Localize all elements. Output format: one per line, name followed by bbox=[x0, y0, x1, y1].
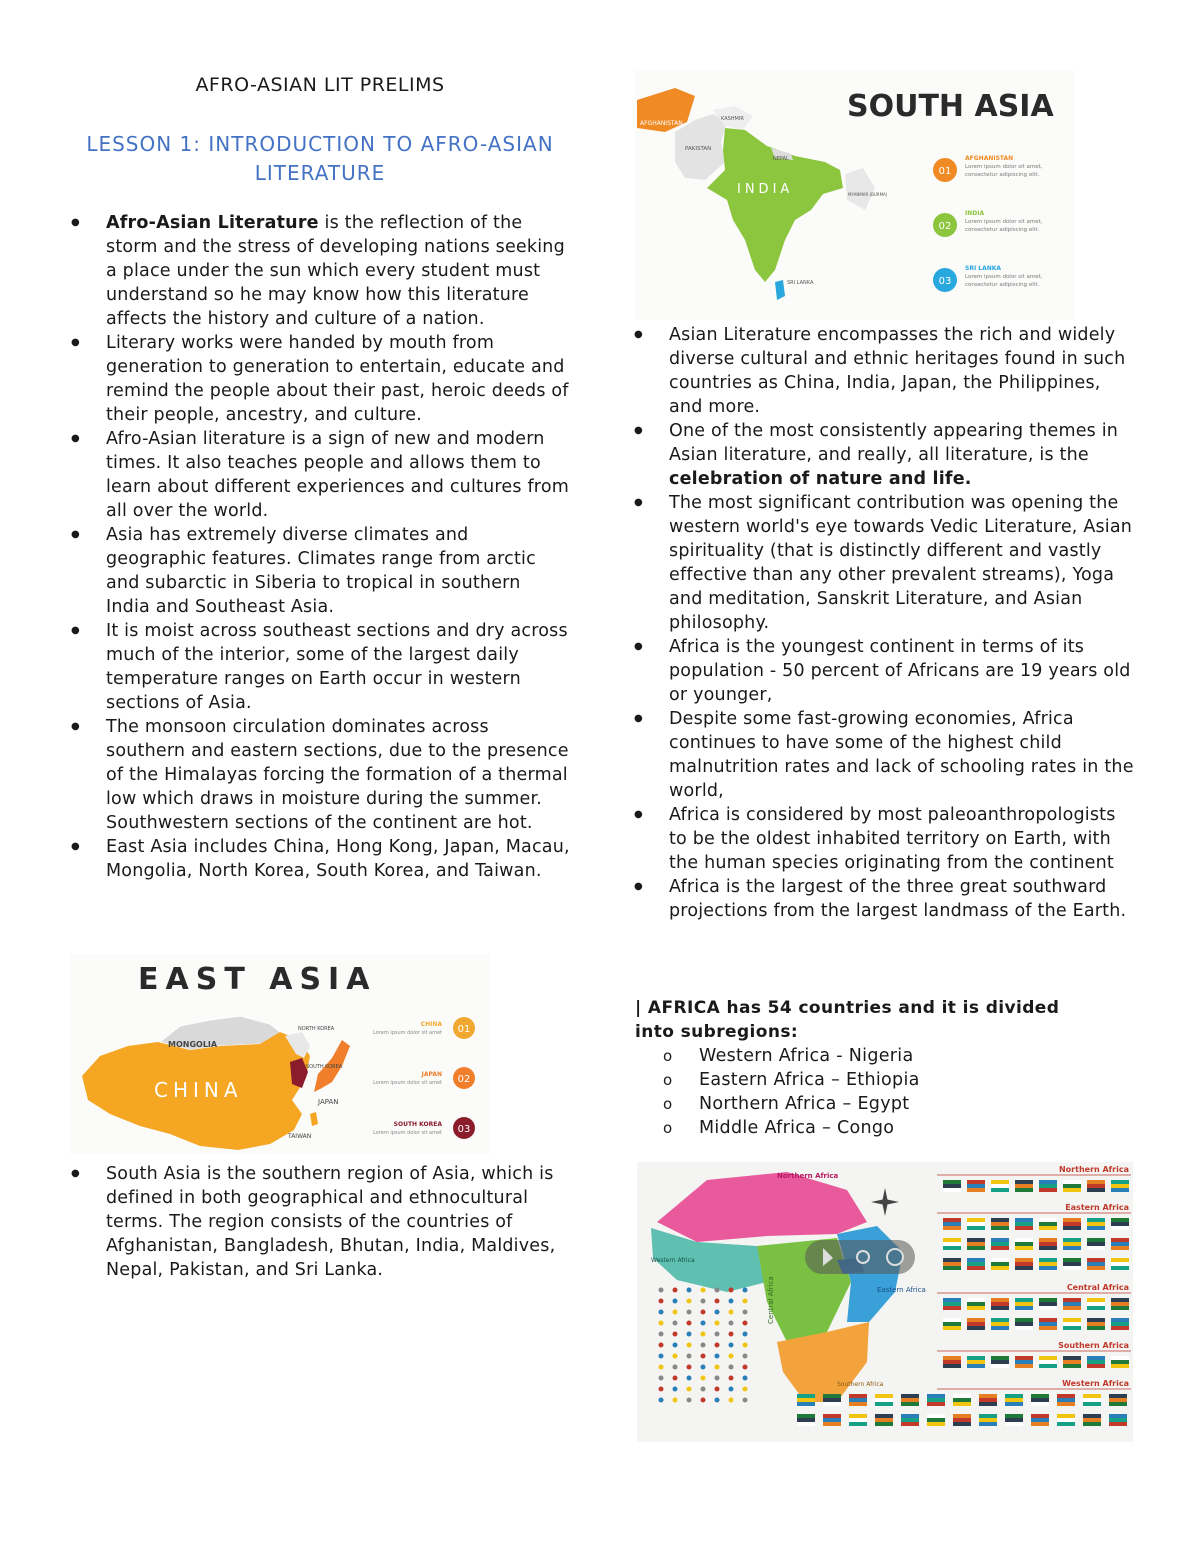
flag-icon bbox=[797, 1394, 815, 1406]
map-symbol bbox=[673, 1365, 678, 1370]
flag-icon bbox=[953, 1414, 971, 1426]
flag-icon bbox=[1015, 1218, 1033, 1230]
bullet-text: Asia has extremely diverse climates and geographic features. Climates range from arctic and subarctic in Siberia to tropical in southern India and Southeast Asia. bbox=[106, 525, 536, 617]
video-control-overlay[interactable] bbox=[805, 1240, 915, 1274]
flag-icon bbox=[1063, 1180, 1081, 1192]
map-symbol bbox=[673, 1387, 678, 1392]
map-symbol bbox=[715, 1288, 720, 1293]
flag-icon bbox=[967, 1356, 985, 1368]
map-label-south-korea: SOUTH KOREA bbox=[306, 1064, 343, 1070]
legend-name: JAPAN bbox=[421, 1071, 442, 1078]
flag-icon bbox=[849, 1394, 867, 1406]
map-symbol bbox=[729, 1343, 734, 1348]
subregion-item: o Northern Africa – Egypt bbox=[633, 1092, 1133, 1116]
map-symbol bbox=[729, 1310, 734, 1315]
flag-icon bbox=[1063, 1218, 1081, 1230]
legend-name: SOUTH KOREA bbox=[393, 1121, 442, 1128]
map-symbol bbox=[659, 1288, 664, 1293]
bullet-text: Literary works were handed by mouth from generation to generation to entertain, educate and remind the people about their past, heroic deeds of their people, ancestry, and culture. bbox=[106, 333, 569, 425]
legend-number: 01 bbox=[938, 166, 952, 177]
bullet-item bbox=[70, 1162, 570, 1282]
flag-icon bbox=[1111, 1218, 1129, 1230]
document-title: AFRO-ASIAN LIT PRELIMS bbox=[195, 74, 445, 96]
legend-text: Lorem ipsum dolor sit amet, bbox=[965, 219, 1043, 225]
map-symbol bbox=[687, 1299, 692, 1304]
bullet-item bbox=[70, 427, 570, 523]
flag-icon bbox=[967, 1218, 985, 1230]
flag-icon bbox=[927, 1394, 945, 1406]
map-symbol bbox=[715, 1398, 720, 1403]
map-label-mongolia: MONGOLIA bbox=[168, 1040, 218, 1049]
subregion-item: o Western Africa - Nigeria bbox=[633, 1044, 1133, 1068]
flag-icon bbox=[967, 1298, 985, 1310]
bullet-item bbox=[633, 635, 1138, 707]
flag-icon bbox=[967, 1180, 985, 1192]
map-label-north-korea: NORTH KOREA bbox=[298, 1026, 335, 1032]
map-symbol bbox=[701, 1299, 706, 1304]
map-symbol bbox=[715, 1387, 720, 1392]
map-symbol bbox=[701, 1310, 706, 1315]
flag-icon bbox=[943, 1258, 961, 1270]
map-symbol bbox=[659, 1299, 664, 1304]
flag-icon bbox=[991, 1238, 1009, 1250]
map-symbol bbox=[715, 1376, 720, 1381]
legend-number: 02 bbox=[938, 221, 952, 232]
map-symbol bbox=[729, 1354, 734, 1359]
flag-icon bbox=[979, 1394, 997, 1406]
map-symbol bbox=[729, 1376, 734, 1381]
legend-number: 02 bbox=[457, 1074, 471, 1085]
legend-header: Eastern Africa bbox=[1065, 1203, 1129, 1212]
flag-icon bbox=[1015, 1180, 1033, 1192]
bullet-item bbox=[70, 211, 570, 331]
bullet-text: Africa is the youngest continent in terms of its population - 50 percent of Africans are 19 years old or younger, bbox=[669, 637, 1131, 705]
map-symbol bbox=[715, 1332, 720, 1337]
map-symbol bbox=[701, 1343, 706, 1348]
bullet-item bbox=[70, 715, 570, 835]
bullet-text: Despite some fast-growing economies, Africa continues to have some of the highest child malnutrition rates and lack of schooling rates in the world, bbox=[669, 709, 1134, 801]
flag-icon bbox=[1083, 1394, 1101, 1406]
map-symbol bbox=[701, 1398, 706, 1403]
flag-icon bbox=[967, 1258, 985, 1270]
map-label-pakistan: PAKISTAN bbox=[685, 146, 712, 152]
south-asia-map-title: SOUTH ASIA bbox=[847, 89, 1054, 124]
map-label-western-africa: Western Africa bbox=[651, 1257, 695, 1264]
map-symbol bbox=[673, 1332, 678, 1337]
map-symbol bbox=[659, 1343, 664, 1348]
flag-icon bbox=[967, 1238, 985, 1250]
flag-icon bbox=[1039, 1180, 1057, 1192]
flag-icon bbox=[1087, 1298, 1105, 1310]
flag-icon bbox=[1063, 1258, 1081, 1270]
south-asia-map-graphic bbox=[635, 70, 1075, 320]
legend-text: Lorem ipsum dolor sit amet bbox=[373, 1080, 442, 1086]
bullet-item bbox=[633, 707, 1138, 803]
map-symbol bbox=[701, 1365, 706, 1370]
flag-icon bbox=[1111, 1298, 1129, 1310]
map-symbol bbox=[687, 1310, 692, 1315]
africa-map-graphic bbox=[637, 1162, 1133, 1442]
legend-header: Southern Africa bbox=[1058, 1341, 1129, 1350]
legend-number: 03 bbox=[457, 1124, 471, 1135]
flag-icon bbox=[943, 1218, 961, 1230]
legend-text: Lorem ipsum dolor sit amet bbox=[373, 1030, 442, 1036]
flag-icon bbox=[797, 1414, 815, 1426]
flag-icon bbox=[1087, 1318, 1105, 1330]
flag-icon bbox=[1005, 1394, 1023, 1406]
flag-icon bbox=[943, 1318, 961, 1330]
map-symbol bbox=[729, 1288, 734, 1293]
africa-heading: | AFRICA has 54 countries and it is divided into subregions: bbox=[635, 998, 1060, 1042]
map-symbol bbox=[687, 1343, 692, 1348]
bullet-text: East Asia includes China, Hong Kong, Japan, Macau, Mongolia, North Korea, South Korea, and Taiwan. bbox=[106, 837, 570, 881]
map-symbol bbox=[673, 1299, 678, 1304]
map-symbol bbox=[743, 1376, 748, 1381]
map-label-japan: JAPAN bbox=[318, 1098, 339, 1106]
bullet-item bbox=[70, 331, 570, 427]
map-symbol bbox=[701, 1321, 706, 1326]
lesson-heading-line2: LITERATURE bbox=[254, 161, 386, 185]
flag-icon bbox=[943, 1180, 961, 1192]
map-label-india: INDIA bbox=[737, 182, 794, 197]
legend-name: SRI LANKA bbox=[965, 265, 1002, 272]
legend-text: consectetur adipiscing elit. bbox=[965, 227, 1040, 233]
bullet-item bbox=[70, 619, 570, 715]
flag-icon bbox=[1031, 1414, 1049, 1426]
flag-icon bbox=[1015, 1298, 1033, 1310]
flag-icon bbox=[1063, 1318, 1081, 1330]
africa-subregion-list bbox=[633, 1044, 1133, 1140]
map-symbol bbox=[659, 1321, 664, 1326]
map-symbol bbox=[715, 1299, 720, 1304]
map-symbol bbox=[729, 1299, 734, 1304]
map-symbol bbox=[673, 1288, 678, 1293]
map-symbol bbox=[659, 1387, 664, 1392]
bullet-item bbox=[70, 523, 570, 619]
flag-icon bbox=[1111, 1258, 1129, 1270]
legend-number: 01 bbox=[457, 1024, 471, 1035]
legend-name: CHINA bbox=[420, 1021, 442, 1028]
flag-icon bbox=[1015, 1318, 1033, 1330]
flag-icon bbox=[1087, 1218, 1105, 1230]
south-asia-map bbox=[635, 70, 1075, 320]
map-symbol bbox=[715, 1321, 720, 1326]
flag-icon bbox=[1111, 1238, 1129, 1250]
flag-icon bbox=[875, 1414, 893, 1426]
map-symbol bbox=[687, 1288, 692, 1293]
legend-text: Lorem ipsum dolor sit amet, bbox=[965, 274, 1043, 280]
map-symbol bbox=[673, 1343, 678, 1348]
flag-icon bbox=[823, 1394, 841, 1406]
bullet-text: One of the most consistently appearing themes in Asian literature, and really, all literature, is the bbox=[669, 421, 1119, 465]
flag-icon bbox=[1087, 1238, 1105, 1250]
map-symbol bbox=[715, 1354, 720, 1359]
lesson-heading bbox=[70, 130, 570, 188]
flag-icon bbox=[1039, 1318, 1057, 1330]
map-symbol bbox=[743, 1354, 748, 1359]
flag-icon bbox=[1031, 1394, 1049, 1406]
flag-icon bbox=[823, 1414, 841, 1426]
map-symbol bbox=[743, 1343, 748, 1348]
legend-number: 03 bbox=[938, 276, 952, 287]
map-symbol bbox=[729, 1387, 734, 1392]
map-symbol bbox=[659, 1354, 664, 1359]
flag-icon bbox=[1087, 1356, 1105, 1368]
map-symbol bbox=[687, 1365, 692, 1370]
map-symbol bbox=[701, 1332, 706, 1337]
map-label-nepal: NEPAL bbox=[773, 156, 789, 162]
flag-icon bbox=[979, 1414, 997, 1426]
flag-icon bbox=[967, 1318, 985, 1330]
flag-icon bbox=[991, 1258, 1009, 1270]
legend-header: Central Africa bbox=[1066, 1283, 1129, 1292]
bullet-item bbox=[70, 835, 570, 883]
flag-icon bbox=[875, 1394, 893, 1406]
bullet-text: The most significant contribution was opening the western world's eye towards Vedic Literature, Asian spirituality (that is distinctly different and vastly effective than any other prevalent streams), Yoga and meditation, Sanskrit Literature, and Asian philosophy. bbox=[669, 493, 1133, 633]
flag-icon bbox=[991, 1356, 1009, 1368]
map-symbol bbox=[687, 1376, 692, 1381]
flag-icon bbox=[1111, 1318, 1129, 1330]
map-symbol bbox=[743, 1299, 748, 1304]
map-label-kashmir: KASHMIR bbox=[721, 116, 744, 122]
map-label-sri-lanka: SRI LANKA bbox=[787, 280, 814, 286]
left-bullet-list bbox=[70, 211, 570, 883]
map-label-southern-africa: Southern Africa bbox=[837, 1381, 884, 1388]
map-label-eastern-africa: Eastern Africa bbox=[877, 1286, 926, 1294]
flag-icon bbox=[1039, 1218, 1057, 1230]
bullet-item bbox=[633, 803, 1138, 875]
flag-icon bbox=[1005, 1414, 1023, 1426]
legend-text: Lorem ipsum dolor sit amet bbox=[373, 1130, 442, 1136]
bullet-text: is the reflection of the storm and the stress of developing nations seeking a place under the sun which every student must understand so he may know how this literature affects the history and culture of a nation. bbox=[106, 213, 565, 329]
map-label-northern-africa: Northern Africa bbox=[777, 1172, 839, 1180]
map-symbol bbox=[673, 1321, 678, 1326]
flag-icon bbox=[1109, 1394, 1127, 1406]
flag-icon bbox=[1039, 1258, 1057, 1270]
flag-icon bbox=[1015, 1258, 1033, 1270]
map-symbol bbox=[687, 1387, 692, 1392]
map-label-taiwan: TAIWAN bbox=[288, 1133, 312, 1140]
map-symbol bbox=[729, 1321, 734, 1326]
legend-header: Western Africa bbox=[1062, 1379, 1129, 1388]
flag-icon bbox=[943, 1356, 961, 1368]
map-label-china: CHINA bbox=[154, 1078, 243, 1102]
legend-text: consectetur adipiscing elit. bbox=[965, 172, 1040, 178]
flag-icon bbox=[1087, 1258, 1105, 1270]
map-label-central-africa: Central Africa bbox=[767, 1276, 775, 1324]
map-symbol bbox=[687, 1398, 692, 1403]
bullet-text: South Asia is the southern region of Asia, which is defined in both geographical and ethnocultural terms. The region consists of the countries of Afghanistan, Bangladesh, Bhutan, India, Maldives, Nepal, Pakistan, and Sri Lanka. bbox=[106, 1164, 556, 1280]
map-symbol bbox=[743, 1288, 748, 1293]
flag-icon bbox=[1111, 1180, 1129, 1192]
bullet-text: Africa is considered by most paleoanthropologists to be the oldest inhabited territory on Earth, with the human species originating from the continent bbox=[669, 805, 1116, 873]
flag-icon bbox=[849, 1414, 867, 1426]
map-symbol bbox=[729, 1398, 734, 1403]
flag-icon bbox=[1063, 1356, 1081, 1368]
map-symbol bbox=[701, 1376, 706, 1381]
bullet-text: Afro-Asian literature is a sign of new and modern times. It also teaches people and allows them to learn about different experiences and cultures from all over the world. bbox=[106, 429, 569, 521]
flag-icon bbox=[991, 1298, 1009, 1310]
map-symbol bbox=[659, 1332, 664, 1337]
flag-icon bbox=[901, 1394, 919, 1406]
east-asia-map-title: EAST ASIA bbox=[138, 962, 377, 997]
map-symbol bbox=[673, 1376, 678, 1381]
map-symbol bbox=[729, 1365, 734, 1370]
bullet-text: Africa is the largest of the three great southward projections from the largest landmass of the Earth. bbox=[669, 877, 1127, 921]
map-label-afghanistan: AFGHANISTAN bbox=[640, 120, 683, 127]
flag-icon bbox=[1039, 1238, 1057, 1250]
bullet-item bbox=[633, 419, 1138, 491]
map-symbol bbox=[673, 1354, 678, 1359]
bullet-item bbox=[633, 323, 1138, 419]
map-symbol bbox=[659, 1365, 664, 1370]
flag-icon bbox=[927, 1414, 945, 1426]
map-symbol bbox=[701, 1387, 706, 1392]
right-bullet-list bbox=[633, 323, 1138, 923]
flag-icon bbox=[1063, 1238, 1081, 1250]
flag-icon bbox=[991, 1218, 1009, 1230]
flag-icon bbox=[953, 1394, 971, 1406]
flag-icon bbox=[1015, 1238, 1033, 1250]
lesson-heading-line1: LESSON 1: INTRODUCTION TO AFRO-ASIAN bbox=[86, 132, 554, 156]
map-symbol bbox=[743, 1332, 748, 1337]
map-symbol bbox=[673, 1310, 678, 1315]
map-symbol bbox=[659, 1376, 664, 1381]
legend-name: INDIA bbox=[965, 210, 985, 217]
map-symbol bbox=[743, 1387, 748, 1392]
map-symbol bbox=[659, 1310, 664, 1315]
flag-icon bbox=[991, 1318, 1009, 1330]
flag-icon bbox=[1087, 1180, 1105, 1192]
map-symbol bbox=[659, 1398, 664, 1403]
bullet-text: The monsoon circulation dominates across southern and eastern sections, due to the presence of the Himalayas forcing the formation of a thermal low which draws in moisture during the summer. Southwestern sections of the continent are hot. bbox=[106, 717, 569, 833]
map-label-myanmar: MYANMAR (BURMA) bbox=[848, 192, 888, 197]
africa-map bbox=[637, 1162, 1133, 1442]
flag-icon bbox=[1057, 1394, 1075, 1406]
legend-text: consectetur adipiscing elit. bbox=[965, 282, 1040, 288]
bullet-bold-text: Afro-Asian Literature bbox=[106, 213, 319, 233]
flag-icon bbox=[1109, 1414, 1127, 1426]
map-symbol bbox=[743, 1365, 748, 1370]
flag-icon bbox=[991, 1180, 1009, 1192]
map-symbol bbox=[701, 1288, 706, 1293]
flag-icon bbox=[943, 1298, 961, 1310]
east-asia-map bbox=[70, 954, 490, 1154]
map-symbol bbox=[743, 1310, 748, 1315]
map-symbol bbox=[715, 1343, 720, 1348]
map-symbol bbox=[673, 1398, 678, 1403]
map-symbol bbox=[687, 1332, 692, 1337]
map-symbol bbox=[715, 1365, 720, 1370]
legend-text: Lorem ipsum dolor sit amet, bbox=[965, 164, 1043, 170]
bullet-bold-text: celebration of nature and life. bbox=[669, 469, 972, 489]
flag-icon bbox=[1039, 1298, 1057, 1310]
map-symbol bbox=[729, 1332, 734, 1337]
bullet-text: It is moist across southeast sections and dry across much of the interior, some of the largest daily temperature ranges on Earth occur in western sections of Asia. bbox=[106, 621, 568, 713]
map-symbol bbox=[687, 1321, 692, 1326]
flag-icon bbox=[943, 1238, 961, 1250]
left-bullet-list-continued bbox=[70, 1162, 570, 1282]
flag-icon bbox=[1015, 1356, 1033, 1368]
map-symbol bbox=[743, 1321, 748, 1326]
subregion-item: o Middle Africa – Congo bbox=[633, 1116, 1133, 1140]
bullet-item bbox=[633, 491, 1138, 635]
map-symbol bbox=[743, 1398, 748, 1403]
bullet-text: Asian Literature encompasses the rich and widely diverse cultural and ethnic heritages found in such countries as China, India, Japan, the Philippines, and more. bbox=[669, 325, 1126, 417]
map-symbol bbox=[715, 1310, 720, 1315]
flag-icon bbox=[1057, 1414, 1075, 1426]
east-asia-map-graphic bbox=[70, 954, 490, 1154]
bullet-item bbox=[633, 875, 1138, 923]
flag-icon bbox=[1083, 1414, 1101, 1426]
map-symbol bbox=[687, 1354, 692, 1359]
map-symbol bbox=[701, 1354, 706, 1359]
legend-name: AFGHANISTAN bbox=[965, 155, 1014, 162]
flag-icon bbox=[901, 1414, 919, 1426]
flag-icon bbox=[1063, 1298, 1081, 1310]
legend-header: Northern Africa bbox=[1058, 1165, 1129, 1174]
flag-icon bbox=[1039, 1356, 1057, 1368]
subregion-item: o Eastern Africa – Ethiopia bbox=[633, 1068, 1133, 1092]
flag-icon bbox=[1111, 1356, 1129, 1368]
